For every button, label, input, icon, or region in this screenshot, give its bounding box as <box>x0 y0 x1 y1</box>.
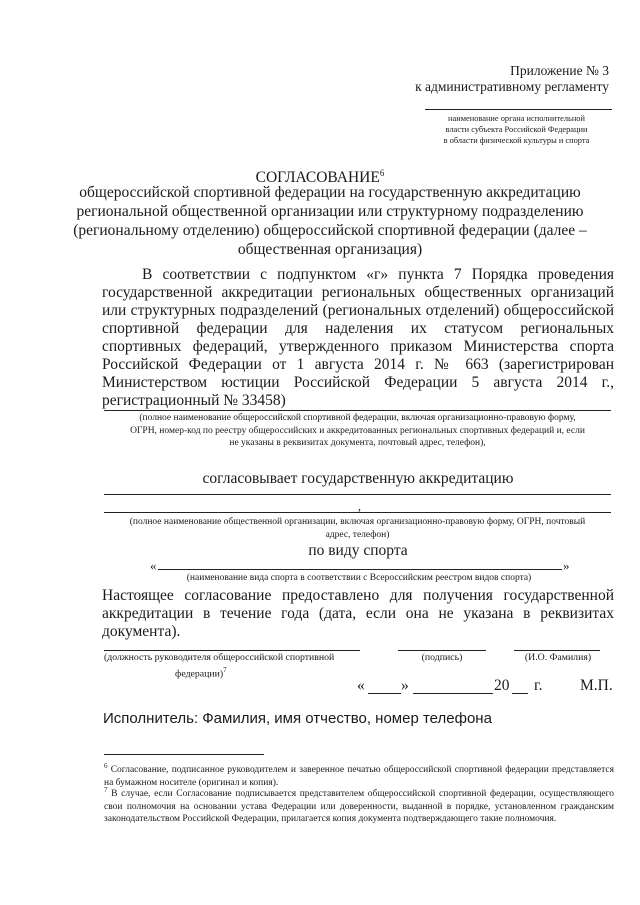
stamp-place: М.П. <box>580 677 613 694</box>
preamble-paragraph: В соответствии с подпунктом «г» пункта 7 Порядка проведения государственной аккредитации региональных общественных организаций или структурных подразделений (региональных отделений) общероссийской спортивной федерации для наделения их статусом региональных спортивных федераций, утвержденного приказом Министерства спорта Российской Федерации от 1 августа 2014 г. № 663 (зарегистрирован Министерством юстиции Российской Федерации 5 августа 2014 г., регистрационный № 33458) <box>102 266 614 409</box>
federation-caption-line: не указаны в реквизитах документа, почтовый адрес, телефон), <box>229 438 486 448</box>
footnote-7 <box>104 784 614 826</box>
organ-caption <box>414 113 619 146</box>
position-caption-line: (должность руководителя общероссийской спортивной <box>104 652 335 663</box>
sport-open-quote: « <box>150 558 157 573</box>
name-line <box>514 650 600 651</box>
executor-line: Исполнитель: Фамилия, имя отчество, номер телефона <box>103 710 492 727</box>
sport-label: по виду спорта <box>308 542 408 559</box>
organization-line-1 <box>104 494 611 495</box>
date-day-line <box>368 693 401 694</box>
organization-caption <box>95 516 620 541</box>
signature-caption: (подпись) <box>421 652 463 663</box>
signature-line <box>398 650 486 651</box>
organization-caption-line: (полное наименование общественной организации, включая организационно-правовую форму, ОГРН, почтовый <box>129 517 586 527</box>
subtitle-line: общероссийской спортивной федерации на государственную аккредитацию <box>79 184 581 201</box>
validity-line: Настоящее согласование предоставлено для получения государственной <box>102 587 614 604</box>
position-caption <box>104 652 374 680</box>
federation-caption <box>95 412 620 450</box>
sport-close-quote: » <box>563 558 570 573</box>
organization-line-2 <box>104 512 611 513</box>
title-main: СОГЛАСОВАНИЕ <box>255 169 380 187</box>
year-prefix: 20 <box>494 677 510 694</box>
validity-line: аккредитации в течение года (дата, если она не указана в реквизитах <box>102 605 614 622</box>
title-subtitle <box>60 183 600 259</box>
sport-name-line <box>158 569 562 570</box>
footnote-6-text: Согласование, подписанное руководителем и заверенное печатью общероссийской спортивной федерации представляется на бумажном носителе (оригинал и копия). <box>104 765 614 788</box>
date-close-quote: » <box>401 677 409 694</box>
date-month-line <box>413 693 493 694</box>
sport-caption: (наименование вида спорта в соответствии с Всероссийским реестром видов спорта) <box>186 573 532 583</box>
organ-caption-line: наименование органа исполнительной <box>448 114 585 123</box>
federation-caption-line: (полное наименование общероссийской спортивной федерации, включая организационно-правовую форму, <box>139 413 576 423</box>
name-caption: (И.О. Фамилия) <box>524 652 592 663</box>
footnote-separator <box>104 754 264 755</box>
subtitle-line: общественная организация) <box>237 241 423 258</box>
validity-line: документа). <box>102 623 181 640</box>
subtitle-line: региональной общественной организации или структурному подразделению <box>76 203 584 220</box>
position-line <box>104 650 360 651</box>
footnote-mark-6: 6 <box>379 168 385 178</box>
organ-caption-line: в области физической культуры и спорта <box>443 136 590 145</box>
organ-name-line <box>425 109 612 110</box>
agrees-text: согласовывает государственную аккредитацию <box>202 470 514 487</box>
date-open-quote: « <box>357 677 365 694</box>
validity-paragraph <box>102 587 614 641</box>
footnote-7-text: В случае, если Согласование подписывается представителем общероссийской спортивной федерации, осуществляющего свои полномочия на основании устава Федерации или доверенности, выданной в порядке, установленном гражданским законодательством Российской Федерации, прилагается копия документа подтверждающего такие полномочия. <box>104 789 615 825</box>
appendix-header <box>309 63 609 95</box>
footnote-6-mark: 6 <box>104 762 108 770</box>
organ-caption-line: власти субъекта Российской Федерации <box>445 125 588 134</box>
comma: , <box>358 499 361 513</box>
federation-name-line <box>104 410 611 411</box>
footnote-mark-7: 7 <box>223 666 227 674</box>
organization-caption-line: адрес, телефон) <box>325 529 390 540</box>
appendix-number: Приложение № 3 <box>510 63 609 78</box>
appendix-reference: к административному регламенту <box>415 79 609 94</box>
footnote-7-mark: 7 <box>104 786 108 794</box>
federation-caption-line: ОГРН, номер-код по реестру общероссийских и аккредитованных региональных спортивных федераций и, если <box>130 425 585 436</box>
year-line <box>512 693 528 694</box>
position-caption-line: федерации) <box>175 668 224 680</box>
year-suffix: г. <box>534 677 543 694</box>
subtitle-line: (региональному отделению) общероссийской спортивной федерации (далее – <box>73 222 587 239</box>
